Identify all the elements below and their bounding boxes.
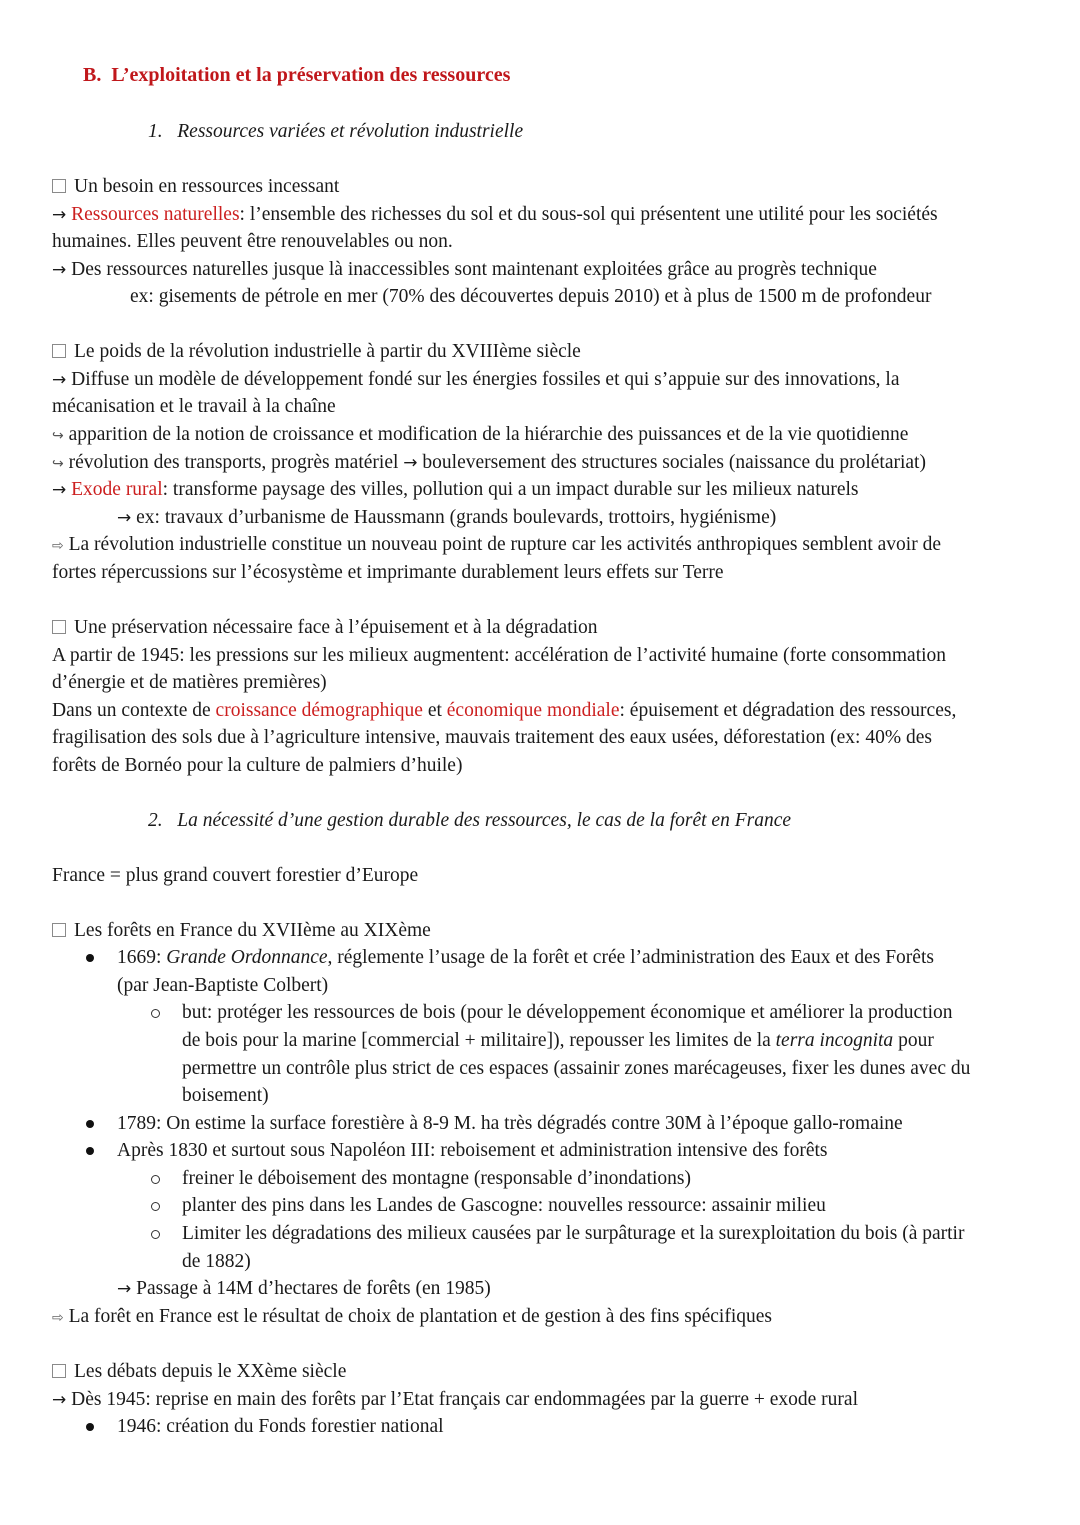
text-line (52, 421, 908, 451)
sub-bullet-continuation (182, 1027, 934, 1055)
line-text: et (422, 700, 447, 721)
implies-arrow-icon: ⇨ (52, 538, 64, 554)
hook-arrow-icon: ↪ (52, 456, 64, 472)
arrow-right-icon: → (52, 370, 67, 390)
checkbox-icon (52, 620, 66, 634)
subsection-1-title: Ressources variées et révolution industrielle (177, 121, 524, 142)
line-text: Diffuse un modèle de développement fondé sur les énergies fossiles et qui s’appuie sur des innovations, la (71, 369, 900, 390)
text-line: fragilisation des sols due à l’agriculture intensive, mauvais traitement des eaux usées, déforestation (ex: 40% des (52, 727, 932, 748)
sub-bullet-continuation: boisement) (182, 1085, 269, 1106)
sub-bullet-continuation: permettre un contrôle plus strict de ces espaces (assainir zones marécageuses, fixer les dunes avec du (182, 1058, 971, 1079)
checkbox-icon (52, 179, 66, 193)
definition-line (52, 201, 938, 230)
line-text: Passage à 14M d’hectares de forêts (en 1985) (136, 1278, 491, 1299)
sub-bullet-continuation: de 1882) (182, 1251, 251, 1272)
line-text: ex: travaux d’urbanisme de Haussmann (grands boulevards, trottoirs, hygiénisme) (136, 507, 777, 528)
subsection-2-number: 2. (148, 810, 163, 831)
text-line: France = plus grand couvert forestier d’Europe (52, 865, 419, 886)
bullet-continuation: (par Jean-Baptiste Colbert) (117, 975, 329, 996)
heading-text: Le poids de la révolution industrielle à partir du XVIIIème siècle (74, 341, 581, 362)
checkbox-icon (52, 344, 66, 358)
section-heading (83, 62, 510, 90)
text-line: A partir de 1945: les pressions sur les milieux augmentent: accélération de l’activité humaine (forte consommation (52, 645, 947, 666)
conclusion-line (52, 531, 941, 561)
paragraph-1-heading (52, 173, 339, 201)
heading-text: Une préservation nécessaire face à l’épuisement et à la dégradation (74, 617, 598, 638)
term-economique-mondiale: économique mondiale (446, 700, 620, 721)
paragraph-3-heading (52, 614, 598, 642)
heading-text: Un besoin en ressources incessant (74, 176, 340, 197)
line-text: La forêt en France est le résultat de choix de plantation et de gestion à des fins spécifiques (68, 1306, 772, 1327)
text-line (52, 476, 859, 505)
line-text: Dès 1945: reprise en main des forêts par l’Etat français car endommagées par la guerre + exode rural (71, 1389, 858, 1410)
sub-bullet-item: but: protéger les ressources de bois (pour le développement économique et améliorer la production (182, 1002, 953, 1023)
bullet-item: 1789: On estime la surface forestière à 8-9 M. ha très dégradés contre 30M à l’époque gallo-romaine (117, 1113, 903, 1134)
implies-arrow-icon: ⇨ (52, 1310, 64, 1326)
text-continuation: d’énergie et de matières premières) (52, 672, 327, 693)
definition-continuation: humaines. Elles peuvent être renouvelables ou non. (52, 231, 453, 252)
paragraph-5-heading (52, 917, 431, 945)
arrow-right-icon: → (52, 480, 67, 500)
bullet-item (117, 944, 934, 972)
arrow-right-icon: → (403, 453, 418, 473)
sub-bullet-icon (151, 1175, 160, 1184)
arrow-right-icon: → (52, 205, 67, 225)
line-text: pour (893, 1030, 934, 1051)
definition-text: : l’ensemble des richesses du sol et du sous-sol qui présentent une utilité pour les sociétés (239, 204, 938, 225)
section-title: L’exploitation et la préservation des ressources (111, 64, 511, 86)
line-text: Des ressources naturelles jusque là inaccessibles sont maintenant exploitées grâce au progrès technique (71, 259, 877, 280)
arrow-right-icon: → (117, 1279, 132, 1299)
subsection-2-heading (148, 807, 791, 835)
bullet-item: Après 1830 et surtout sous Napoléon III: reboisement et administration intensive des forêts (117, 1140, 828, 1161)
text-line (52, 449, 926, 479)
section-letter: B. (83, 64, 102, 86)
text-line: forêts de Bornéo pour la culture de palmiers d’huile) (52, 755, 463, 776)
sub-bullet-icon (151, 1202, 160, 1211)
line-text: bouleversement des structures sociales (naissance du prolétariat) (422, 452, 926, 473)
line-text: : transforme paysage des villes, pollution qui a un impact durable sur les milieux naturels (162, 479, 859, 500)
bullet-icon (86, 1120, 94, 1128)
hook-arrow-icon: ↪ (52, 428, 64, 444)
checkbox-icon (52, 923, 66, 937)
text-line (52, 697, 956, 725)
arrow-right-icon: → (117, 508, 132, 528)
text-continuation: mécanisation et le travail à la chaîne (52, 396, 336, 417)
sub-bullet-item: freiner le déboisement des montagne (responsable d’inondations) (182, 1168, 692, 1189)
text-line (52, 1386, 858, 1415)
text-line (52, 256, 877, 285)
grande-ordonnance: Grande Ordonnance (166, 947, 328, 968)
line-text: : épuisement et dégradation des ressources, (619, 700, 957, 721)
line-text: de bois pour la marine [commercial + militaire]), repousser les limites de la (182, 1030, 776, 1051)
bullet-icon (86, 1423, 94, 1431)
text-line (117, 1275, 491, 1304)
example-line: ex: gisements de pétrole en mer (70% des découvertes depuis 2010) et à plus de 1500 m de profondeur (130, 286, 932, 307)
term-croissance-demographique: croissance démographique (215, 700, 423, 721)
arrow-right-icon: → (52, 1390, 67, 1410)
terra-incognita: terra incognita (775, 1030, 894, 1051)
checkbox-icon (52, 1364, 66, 1378)
bullet-item: 1946: création du Fonds forestier national (117, 1416, 444, 1437)
line-text: apparition de la notion de croissance et modification de la hiérarchie des puissances et de la vie quotidienne (68, 424, 909, 445)
bullet-icon (86, 1147, 94, 1155)
sub-bullet-item: Limiter les dégradations des milieux causées par le surpâturage et la surexploitation du bois (à partir (182, 1223, 965, 1244)
conclusion-continuation: fortes répercussions sur l’écosystème et imprimante durablement leurs effets sur Terre (52, 562, 724, 583)
line-text: 1669: (117, 947, 167, 968)
paragraph-2-heading (52, 338, 581, 366)
text-line (52, 366, 900, 395)
term-exode-rural: Exode rural (71, 479, 163, 500)
subsection-1-heading (148, 118, 523, 146)
line-text: La révolution industrielle constitue un nouveau point de rupture car les activités anthropiques semblent avoir de (68, 534, 941, 555)
bullet-icon (86, 954, 94, 962)
line-text: révolution des transports, progrès matériel (68, 452, 399, 473)
heading-text: Les débats depuis le XXème siècle (74, 1361, 347, 1382)
arrow-right-icon: → (52, 260, 67, 280)
line-text: , réglemente l’usage de la forêt et crée l’administration des Eaux et des Forêts (327, 947, 934, 968)
term-ressources-naturelles: Ressources naturelles (71, 204, 240, 225)
sub-bullet-icon (151, 1230, 160, 1239)
sub-bullet-icon (151, 1009, 160, 1018)
subsection-2-title: La nécessité d’une gestion durable des ressources, le cas de la forêt en France (177, 810, 792, 831)
heading-text: Les forêts en France du XVIIème au XIXème (74, 920, 431, 941)
sub-bullet-item: planter des pins dans les Landes de Gascogne: nouvelles ressource: assainir milieu (182, 1195, 826, 1216)
paragraph-6-heading (52, 1358, 346, 1386)
conclusion-line (52, 1303, 772, 1333)
subsection-1-number: 1. (148, 121, 163, 142)
example-line (117, 504, 776, 533)
line-text: Dans un contexte de (52, 700, 216, 721)
